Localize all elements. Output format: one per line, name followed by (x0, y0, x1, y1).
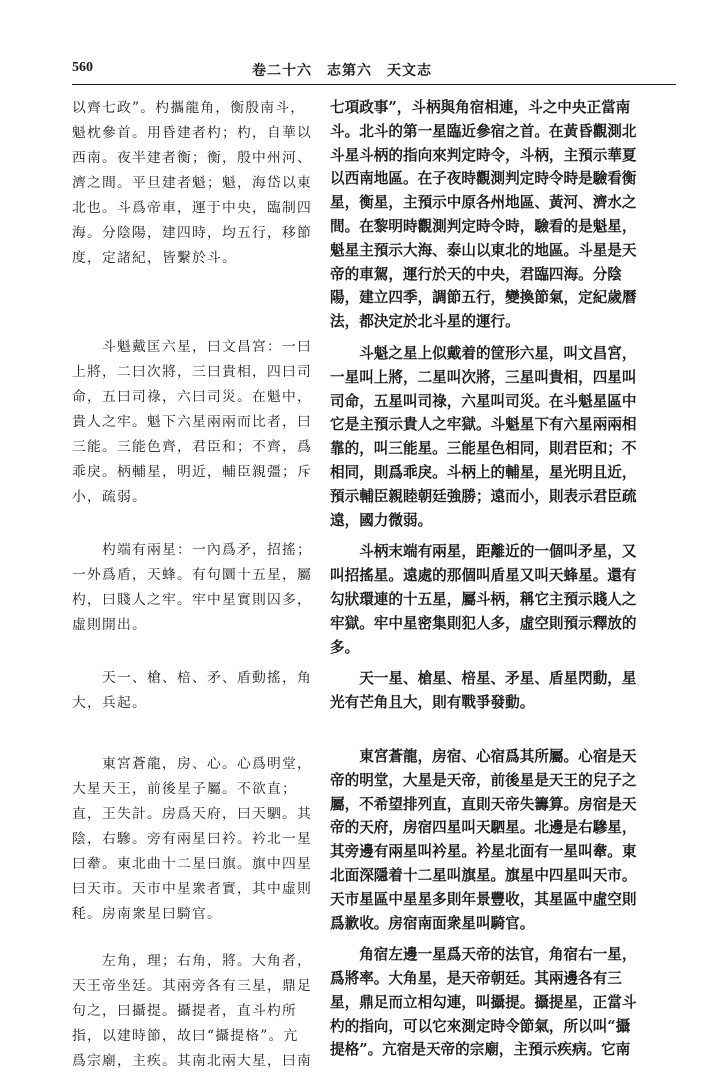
running-head: 卷二十六 志第六 天文志 (252, 63, 432, 79)
translation-paragraph: 斗魁之星上似戴着的筐形六星，叫文昌宮， 一星叫上將，二星叫次將，三星叫貴相，四星叫 司命，五星叫司祿，六星叫司災。在斗魁星區中 它是主預示貴人之牢獄。斗魁星下有六星兩兩相 靠的，叫三能星。三能星色相同，則君臣和；不 相同，則爲乖戾。斗柄上的輔星，星光明且近， 預示輔臣親睦朝廷強勝；遠而小，則表示君臣疏 遠，國力微弱。 (330, 344, 637, 529)
original-text-column (72, 96, 316, 1074)
original-paragraph: 天一、槍、棓、矛、盾動搖，角 大，兵起。 (72, 670, 312, 711)
original-paragraph: 杓端有兩星：一內爲矛，招搖； 一外爲盾，天蜂。有句圜十五星，屬 杓，曰賤人之牢。牢中星實則囚多， 虛則開出。 (72, 542, 312, 633)
original-paragraph: 東宮蒼龍，房、心。心爲明堂， 大星天王，前後星子屬。不欲直； 直，王失計。房爲天府，曰天駟。其 陰，右驂。旁有兩星曰衿。衿北一星 曰舝。東北曲十二星曰旗。旗中四星 曰天市。天市中星衆者實，其中虛則 秏。房南衆星曰騎官。 (72, 756, 312, 922)
translation-paragraph: 天一星、槍星、棓星、矛星、盾星閃動，星 光有芒角且大，則有戰爭發動。 (330, 670, 637, 712)
page-header (72, 60, 676, 82)
original-paragraph: 左角，理；右角，將。大角者， 天王帝坐廷。其兩旁各有三星，鼎足 句之，曰攝提。攝提者，直斗杓所 指，以建時節，故曰“攝提格”。亢 爲宗廟，主疾。其南北兩大星，曰南 (72, 953, 312, 1069)
translation-paragraph: 角宿左邊一星爲天帝的法官，角宿右一星， 爲將率。大角星，是天帝朝廷。其兩邊各有三 星，鼎足而立相勾連，叫攝提。攝提星，正當斗 杓的指向，可以它來測定時令節氣，所以叫“攝 提格”。亢宿是天帝的宗廟，主預示疾病。它南 (330, 946, 637, 1059)
original-paragraph: 斗魁戴匡六星，曰文昌宮：一曰 上將，二曰次將，三曰貴相，四曰司 命，五曰司祿，六曰司災。在魁中， 貴人之牢。魁下六星兩兩而比者，曰 三能。三能色齊，君臣和；不齊，爲 乖戾。柄輔星，明近，輔臣親彊；斥 小，疏弱。 (72, 339, 312, 505)
translation-paragraph: 七項政事”，斗柄與角宿相連，斗之中央正當南 斗。北斗的第一星臨近參宿之首。在黃昏觀測北 斗星斗柄的指向來判定時令，斗柄，主預示華夏 以西南地區。在子夜時觀測判定時令時是驗看衡 星，衡星，主預示中原各州地區、黃河、濟水之 間。在黎明時觀測判定時令時，驗看的是魁星， 魁星主預示大海、泰山以東北的地區。斗星是天 帝的車駕，運行於天的中央，君臨四海。分陰 陽，建立四季，調節五行，變換節氣，定紀歲曆 法，都決定於北斗星的運行。 (330, 99, 637, 331)
translation-paragraph: 斗柄末端有兩星，距離近的一個叫矛星，又 叫招搖星。遠處的那個叫盾星又叫天蜂星。還有 勾狀環連的十五星，屬斗柄，稱它主預示賤人之 牢獄。牢中星密集則犯人多，虛空則預示釋放的 多。 (330, 543, 637, 656)
original-paragraph: 以齊七政”。杓攜龍角，衡殷南斗， 魁枕參首。用昏建者杓；杓，自華以 西南。夜半建者衡；衡，殷中州河、 濟之間。平旦建者魁；魁，海岱以東 北也。斗爲帝車，運于中央，臨制四 海。分陰陽，建四時，均五行，移節 度，定諸紀，皆繫於斗。 (72, 100, 312, 266)
header-rule (72, 84, 676, 85)
translation-text-column (330, 96, 676, 1062)
translation-paragraph: 東宮蒼龍，房宿、心宿爲其所屬。心宿是天 帝的明堂，大星是天帝，前後星是天王的兒子之 屬，不希望排列直，直則天帝失籌算。房宿是天 帝的天府，房宿四星叫天駟星。北邊是右驂星， 其旁邊有兩星叫衿星。衿星北面有一星叫舝。東 北面深隱着十二星叫旗星。旗星中四星叫天市。 天市星區中星星多則年景豐收，其星區中虛空則 爲歉收。房宿南面衆星叫騎官。 (330, 747, 637, 932)
page-number: 560 (72, 60, 93, 75)
